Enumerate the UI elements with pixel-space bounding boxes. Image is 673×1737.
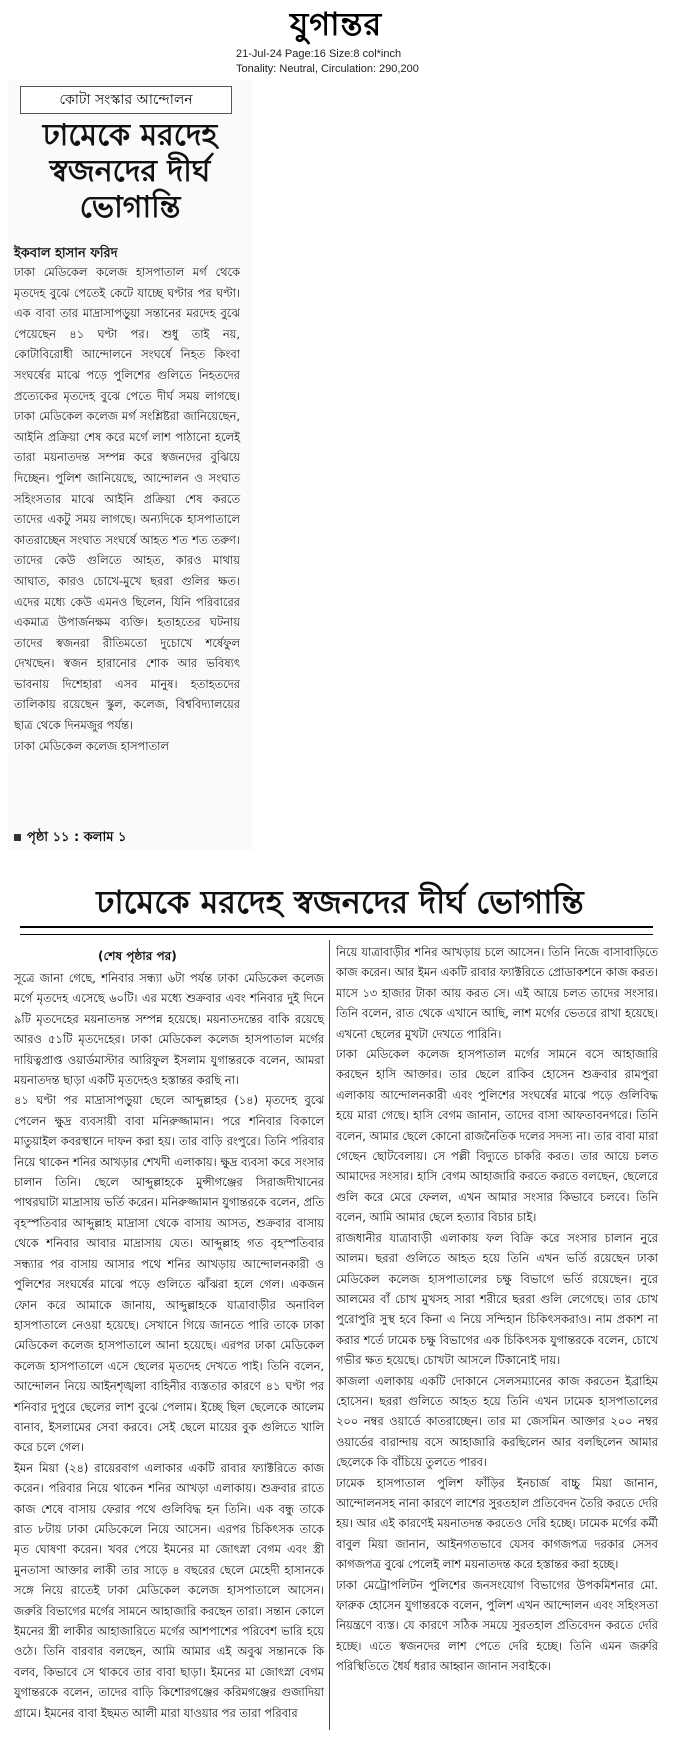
paragraph: ঢাকা মেডিকেল কলেজ হাসপাতাল — [14, 738, 169, 753]
front-headline — [20, 118, 240, 228]
paragraph: ঢাকা মেডিকেল কলেজ হাসপাতাল মর্গের সামনে বসে আহাজারি করছেন হাসি আক্তার। তার ছেলে রাকিব হোসেন শুক্রবার রামপুরা এলাকায় আন্দোলনকারী এবং পুলিশের সংঘর্ষের মাঝে পড়ে গুলিবিদ্ধ হয়ে মারা গেছে। হাসি বেগম জানান, তাদের বাসা আফতাবনগরে। তিনি বলেন, আমার ছেলে কোনো রাজনৈতিক দলের সদস্য না। তার বাবা মারা গেছেন ছোটবেলায়। সে পল্লী বিদ্যুতে চাকরি করত। তার আয়ে চলত আমাদের সংসার। হাসি বেগম আহাজারি করতে করতে বলছেন, ছেলেরে গুলি করে মেরে ফেলল, এখন আমার সংসার কিভাবে চলবে। তিনি বলেন, আমি আমার ছেলে হত্যার বিচার চাই। — [336, 1047, 658, 1225]
masthead — [0, 0, 673, 80]
headline-rule — [20, 926, 653, 935]
continuation-column-b — [336, 942, 658, 1677]
square-bullet-icon — [14, 834, 21, 841]
clip-meta-date-page: 21-Jul-24 Page:16 Size:8 col*inch — [236, 48, 402, 60]
paragraph: ঢাকা মেডিকেল কলেজ হাসপাতাল মর্গ থেকে মৃতদেহ বুঝে পেতেই কেটে যাচ্ছে ঘণ্টার পর ঘণ্টা। এক বাবা তার মাদ্রাসাপড়ুয়া সন্তানের মরদেহ বুঝে পেয়েছেন ৪১ ঘণ্টা পর। শুধু তাই নয়, কোটাবিরোধী আন্দোলনে সংঘর্ষে নিহত কিংবা সংঘর্ষের মাঝে পড়ে পুলিশের গুলিতে নিহতদের প্রত্যেকের মৃতদেহ বুঝে পেতে দীর্ঘ সময় লাগছে। ঢাকা মেডিকেল কলেজ মর্গ সংশ্লিষ্টরা জানিয়েছেন, আইনি প্রক্রিয়া শেষ করে মর্গে লাশ পাঠানো হলেই তারা ময়নাতদন্ত সম্পন্ন করে স্বজনদের বুঝিয়ে দিচ্ছেন। পুলিশ জানিয়েছে, আন্দোলন ও সংঘাত সহিংসতার মাঝে আইনি প্রক্রিয়া শেষ করতে তাদের একটু সময় লাগছে। অন্যদিকে হাসপাতালে কাতরাচ্ছেন সংঘাত সংঘর্ষে আহত শত শত তরুণ। তাদের কেউ গুলিতে আহত, কারও মাথায় আঘাত, কারও চোখে-মুখে ছররা গুলির ক্ষত। এদের মধ্যে কেউ এমনও ছিলেন, যিনি পরিবারের একমাত্র উপার্জনক্ষম ব্যক্তি। হতাহতের ঘটনায় তাদের স্বজনরা রীতিমতো দুচোখে শর্ষেফুল দেখছেন। স্বজন হারানোর শোক আর ভবিষ্যৎ ভাবনায় দিশেহারা এসব মানুষ। হতাহতদের তালিকায় রয়েছেন স্কুল, কলেজ, বিশ্ববিদ্যালয়ের ছাত্র থেকে দিনমজুর পর্যন্ত। — [14, 265, 240, 733]
paragraph: রাজধানীর যাত্রাবাড়ী এলাকায় ফল বিক্রি করে সংসার চালান নুরে আলম। ছররা গুলিতে আহত হয়ে তিনি এখন ভর্তি রয়েছেন ঢাকা মেডিকেল কলেজ হাসপাতালের চক্ষু বিভাগে ভর্তি রয়েছেন। নুরে আলমের বাঁ চোখ মুখসহ সারা শরীরে ছররা গুলি লেগেছে। তার চোখ পুরোপুরি সুস্থ হবে কিনা এ নিয়ে সন্দিহান চিকিৎসকরাও। নাম প্রকাশ না করার শর্তে ঢামেক চক্ষু বিভাগের এক চিকিৎসক যুগান্তরকে বলেন, চোখে গভীর ক্ষত হয়েছে। চোখটা আসলে টিকানোই দায়। — [336, 1230, 658, 1368]
article-kicker: কোটা সংস্কার আন্দোলন — [20, 86, 232, 114]
paragraph: কাজলা এলাকায় একটি দোকানে সেলসম্যানের কাজ করতেন ইব্রাহিম হোসেন। ছররা গুলিতে আহত হয়ে তিনি এখন ঢামেক হাসপাতালের ২০০ নম্বর ওয়ার্ডে কাতরাচ্ছেন। তার মা জেসমিন আক্তার ২০০ নম্বর ওয়ার্ডের বারান্দায় বসে আহাজারি করছিলেন আর বলছিলেন আমার ছেলেকে কি বাঁচিয়ে তুলতে পারব। — [336, 1373, 658, 1470]
front-article-body — [14, 262, 240, 756]
clip-meta-tonality: Tonality: Neutral, Circulation: 290,200 — [236, 63, 419, 75]
headline-line: ঢামেকে মরদেহ — [42, 118, 218, 153]
headline-line: ভোগান্তি — [79, 190, 181, 225]
continuation-headline: ঢামেকে মরদেহ স্বজনদের দীর্ঘ ভোগান্তি — [96, 883, 584, 921]
paragraph: ৪১ ঘণ্টা পর মাদ্রাসাপড়ুয়া ছেলে আব্দুল্লাহর (১৪) মৃতদেহ বুঝে পেলেন ক্ষুদ্র ব্যবসায়ী বাবা মনিরুজ্জামান। পরে শনিবার বিকালে মাতুয়াইল কবরস্থানে দাফন করা হয়। তার বাড়ি রংপুরে। তিনি পরিবার নিয়ে থাকেন শনির আখড়ার শেখদী এলাকায়। ক্ষুদ্র ব্যবসা করে সংসার চালান তিনি। ছেলে আব্দুল্লাহকে মুন্সীগঞ্জের সিরাজদীখানের পাথরঘাটা মাদ্রাসায় ভর্তি করেন। মনিরুজ্জামান যুগান্তরকে বলেন, প্রতি বৃহস্পতিবার আব্দুল্লাহ মাদ্রাসা থেকে বাসায় আসত, শুক্রবার বাসায় থেকে শনিবার আবার মাদ্রাসায় যেত। আব্দুল্লাহ গত বৃহস্পতিবার সন্ধ্যার পর বাসায় আসার পথে শনির আখড়ায় আন্দোলনকারী ও পুলিশের সংঘর্ষের মাঝে পড়ে গুলিতে ঝাঁঝরা হলে গেল। একজন ফোন করে আমাকে জানায়, আব্দুল্লাহকে যাত্রাবাড়ীর অনাবিল হাসপাতালে নেওয়া হয়েছে। সেখানে গিয়ে জানতে পারি তাকে ঢাকা মেডিকেল কলেজ হাসপাতালে আনা হয়েছে। এরপর ঢাকা মেডিকেল কলেজ হাসপাতালে এসে ছেলের মৃতদেহ দেখতে পাই। তিনি বলেন, আন্দোলন নিয়ে আইনশৃঙ্খলা বাহিনীর ব্যস্ততার কারণে ৪১ ঘণ্টা পর শনিবার দুপুরে ছেলের লাশ বুঝে পেলাম। ইচ্ছে ছিল ছেলেকে আলেম বানাব, ইসলামের সেবা করবে। সেই ছেলে মায়ের বুক গুলিতে খালি করে চলে গেল। — [14, 1093, 324, 1455]
newspaper-logo: যুগান্তর — [289, 5, 383, 43]
continued-on-jump — [14, 828, 126, 849]
paragraph: সূত্রে জানা গেছে, শনিবার সন্ধ্যা ৬টা পর্যন্ত ঢাকা মেডিকেল কলেজ মর্গে মৃতদেহ এসেছে ৬০টি। এর মধ্যে শুক্রবার এবং শনিবার দুই দিনে ৯টি মৃতদেহের ময়নাতদন্ত সম্পন্ন হয়েছে। ময়নাতদন্তের বাকি রয়েছে আরও ৫১টি মৃতদেহের। ঢাকা মেডিকেল কলেজ হাসপাতাল মর্গের দায়িত্বপ্রাপ্ত ওয়ার্ডমাস্টার আরিফুল ইসলাম যুগান্তরকে বলেন, আমরা ময়নাতদন্ত ছাড়া একটি মৃতদেহও হস্তান্তর করছি না। — [14, 971, 324, 1088]
paragraph: ঢামেক হাসপাতাল পুলিশ ফাঁড়ির ইনচার্জ বাচ্চু মিয়া জানান, আন্দোলনসহ নানা কারণে লাশের সুরতহাল প্রতিবেদন তৈরি করতে দেরি হয়। আর এই কারণেই ময়নাতদন্ত করতেও দেরি হচ্ছে। ঢামেক মর্গের কর্মী বাবুল মিয়া জানান, আইনগতভাবে যেসব কাগজপত্র দরকার সেসব কাগজপত্র বুঝে পেলেই লাশ ময়নাতদন্ত করে হস্তান্তর করা হচ্ছে। — [336, 1475, 658, 1572]
continuation-column-a — [14, 968, 324, 1723]
column-divider — [329, 940, 330, 1730]
headline-line: স্বজনদের দীর্ঘ — [49, 154, 211, 189]
paragraph: ইমন মিয়া (২৪) রায়েরবাগ এলাকার একটি রাবার ফ্যাক্টরিতে কাজ করেন। পরিবার নিয়ে থাকেন শনির আখড়া এলাকায়। শুক্রবার রাতে কাজ শেষে বাসায় ফেরার পথে গুলিবিদ্ধ হন তিনি। এক বন্ধু তাকে রাত ৮টায় ঢাকা মেডিকেলে নিয়ে আসেন। এরপর চিকিৎসক তাকে মৃত ঘোষণা করেন। খবর পেয়ে ইমনের মা জোৎস্না বেগম এবং স্ত্রী মুনতাসা আক্তার লাকী তার সাড়ে ৪ বছরের ছেলে মেহেদী হাসানকে সঙ্গে নিয়ে রাতেই ঢাকা মেডিকেল কলেজ হাসপাতালে আসেন। জরুরি বিভাগের মর্গের সামনে আহাজারি করছেন তারা। সন্তান কোলে ইমনের স্ত্রী লাকীর আহাজারিতে মর্গের আশপাশের পরিবেশ ভারি হয়ে ওঠে। তিনি বারবার বলছেন, আমি আমার এই অবুঝ সন্তানকে কি বলব, কিভাবে সে থাকবে তার বাবা ছাড়া। ইমনের মা জোৎস্না বেগম যুগান্তরকে বলেন, তাদের বাড়ি কিশোরগঞ্জের করিমগঞ্জের গুজাদিয়া গ্রামে। ইমনের বাবা ইছমত আলী মারা যাওয়ার পর তারা পরিবার — [14, 1460, 324, 1720]
byline: ইকবাল হাসান ফরিদ — [14, 246, 118, 261]
jump-label: পৃষ্ঠা ১১ : কলাম ১ — [27, 830, 127, 845]
paragraph: নিয়ে যাত্রাবাড়ীর শনির আখড়ায় চলে আসেন। তিনি নিজে বাসাবাড়িতে কাজ করেন। আর ইমন একটি রাবার ফ্যাক্টরিতে প্রোডাকশনে কাজ করত। মাসে ১৩ হাজার টাকা আয় করত সে। এই আয়ে চলত তাদের সংসার। তিনি বলেন, রাত থেকে এখানে আছি, লাশ মর্গের ভেতরে রাখা হয়েছে। এখনো ছেলের মুখটা দেখতে পারিনি। — [336, 945, 658, 1041]
paragraph: ঢাকা মেট্রোপলিটন পুলিশের জনসংযোগ বিভাগের উপকমিশনার মো. ফারুক হোসেন যুগান্তরকে বলেন, পুলিশ এখন আন্দোলন এবং সহিংসতা নিয়ন্ত্রণে ব্যস্ত। যে কারণে সঠিক সময়ে সুরতহাল প্রতিবেদন করতে দেরি হচ্ছে। এতে স্বজনদের লাশ পেতে দেরি হচ্ছে। তিনি এমন জরুরি পরিস্থিতিতে ধৈর্য ধরার আহ্বান জানান সবাইকে। — [336, 1577, 658, 1674]
continued-from-label: (শেষ পৃষ্ঠার পর) — [98, 949, 177, 963]
